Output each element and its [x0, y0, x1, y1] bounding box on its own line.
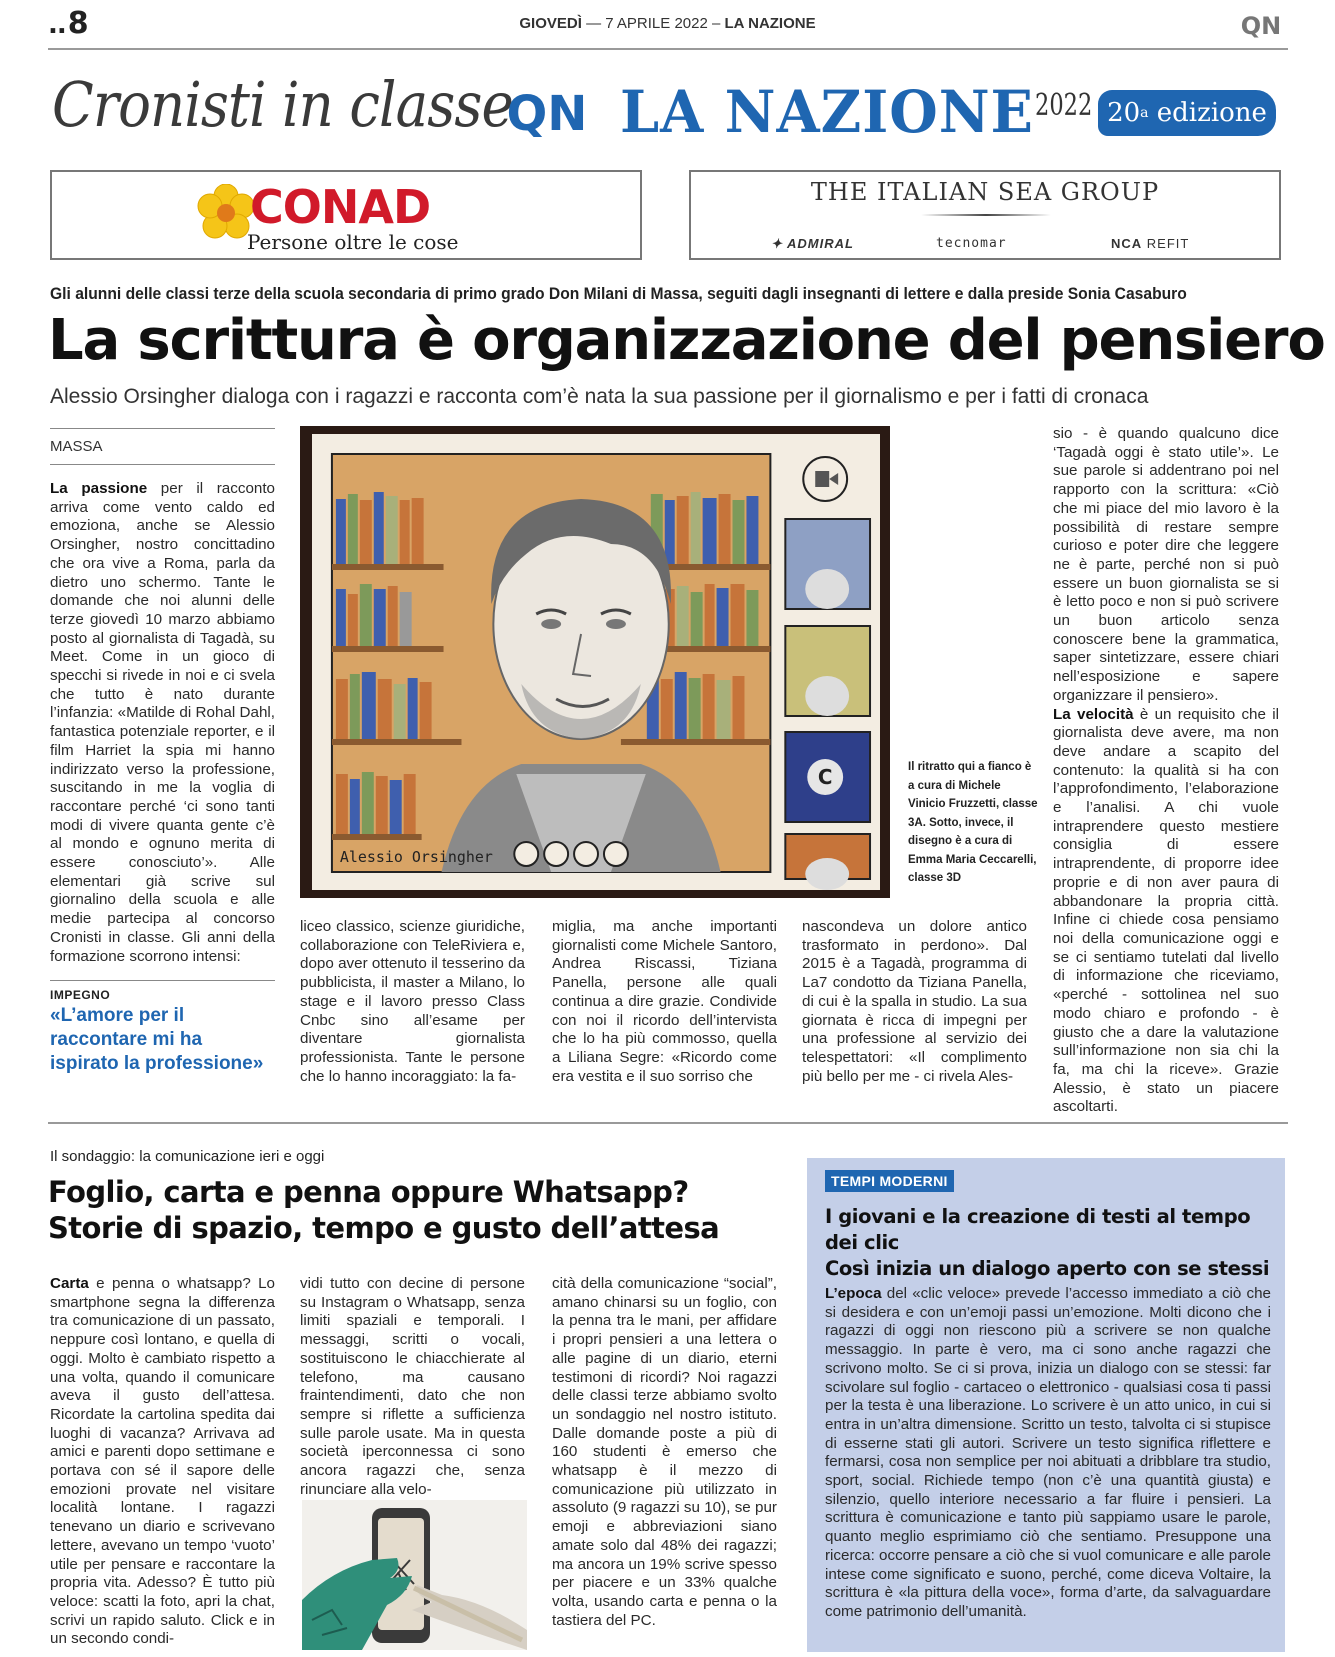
qn-logo-text: QN	[506, 86, 588, 140]
article-column-5	[1053, 425, 1279, 1117]
masthead-year: 2022	[1035, 88, 1093, 123]
brand-nca-refit	[1111, 236, 1189, 251]
participant-tile-letter: C	[817, 764, 833, 790]
dateline-separator: —	[586, 15, 602, 32]
article-headline: La scrittura è organizzazione del pensiero	[48, 308, 1325, 373]
qn-logo-small-icon	[1235, 12, 1287, 38]
survey-headline-line-2: Storie di spazio, tempo e gusto dell’attesa	[48, 1211, 720, 1245]
edition-word: edizione	[1156, 98, 1267, 128]
survey-headline-line-1: Foglio, carta e penna oppure Whatsapp?	[48, 1175, 689, 1209]
survey-kicker: Il sondaggio: la comunicazione ieri e oggi	[50, 1148, 325, 1165]
masthead-paper-name: LA NAZIONE	[620, 78, 1034, 146]
box-body	[825, 1285, 1271, 1622]
dateline-rule-top	[50, 428, 275, 429]
pullquote-rule	[50, 980, 275, 981]
survey-column-3: cità della comunicazione “social”, amano chinarsi su un foglio, con la penna tra le mani, per affidare i propri pensieri a una lettera o alle pagine di un diario, eterni testimoni di ricordi? Noi ragazzi delle classi terze abbiamo svolto un sondaggio nel nostro istituto. Dalle domande poste a più di 160 studenti è emerso che whatsapp è il mezzo di comunicazione più utilizzato in assoluto (9 ragazzi su 10), se pur emoji e abbreviazioni siano amate solo dal 48% dei ragazzi; ma ancora un 19% scrive spesso per piacere e un 33% qualche volta, usando carta e penna o la tastiera del PC.	[552, 1275, 777, 1629]
survey-headline	[48, 1174, 719, 1246]
survey-column-1-lead: Carta	[50, 1275, 89, 1292]
drawing-signature: Alessio Orsingher	[339, 847, 493, 867]
dateline-dash: –	[711, 15, 721, 32]
qn-logo-icon	[493, 86, 601, 140]
article-dateline: MASSA	[50, 438, 103, 455]
pullquote: «L’amore per il raccontare mi ha ispirato la professione»	[50, 1005, 264, 1074]
column-1-text: per il racconto arriva come vento caldo ed emoziona, anche se Alessio Orsingher, nostro concittadino che ora vive a Roma, parla da dietro uno schermo. Tante le domande che noi alunni delle terze giovedì 10 marzo abbiamo posto al giornalista di Tagadà, su Meet. Come in un gioco di specchi si rivede in noi e ci svela che tutto è nato durante l’infanzia: «Matilde di Rohal Dahl, fantastica potenziale reporter, e il film Harriet la spia mi hanno indirizzato verso la professione, suscitando in me la voglia di raccontare perché ‘ci sono tanti modi di vivere quanta gente c’è al mondo e ognuno merita di essere conosciuto’». Alle elementari già scrive sul giornalino della scuola e alle medie partecipa al concorso Cronisti in classe. Gli anni della formazione scorrono intensi:	[50, 480, 276, 965]
pullquote-label: IMPEGNO	[50, 988, 111, 1002]
dateline-paper: LA NAZIONE	[724, 15, 816, 32]
edition-ordinal: a	[1140, 105, 1149, 121]
column-5-lead: La velocità	[1053, 705, 1134, 723]
admiral-star-icon: ✦	[771, 236, 788, 251]
qn-logo-small-text: QN	[1240, 12, 1282, 38]
box-badge: TEMPI MODERNI	[825, 1170, 954, 1192]
video-camera-glyph	[815, 471, 829, 487]
camera-control-icon	[514, 842, 538, 866]
brand-refit-label: REFIT	[1146, 236, 1190, 251]
article-kicker: Gli alunni delle classi terze della scuola secondaria di primo grado Don Milani di Massa, seguiti dagli insegnanti di lettere e dalla preside Sonia Casaburo	[50, 284, 1187, 303]
edition-badge	[1098, 90, 1276, 136]
figure-caption: Il ritratto qui a fianco è a cura di Michele Vinicio Fruzzetti, classe 3A. Sotto, invece, il disegno è a cura di Emma Maria Ceccarelli, classe 3D	[908, 761, 1038, 884]
brand-tecnomar: tecnomar	[936, 236, 1007, 251]
sponsor-conad	[50, 170, 642, 260]
column-5-text-b: è un requisito che il giornalista deve avere, ma non deve andare a scapito del contenuto: la qualità si ha con l’approfondimento, l’elaborazione e l’analisi. A chi vuole intraprendere questo mestiere consiglia di essere intraprendente, di proporre idee proprie e di non aver paura di abbandonare la propria città. Infine ci chiede cosa pensiamo noi della comunicazione oggi e se ci sentiamo tutelati dal livello di informazione che riceviamo, «perché - sottolinea nel suo modo chiaro e profondo - è giusto che a dare la valutazione sull’informazione non sia chi la fa, ma chi la riceve». Grazie Alessio, è stato un piacere ascoltarti.	[1053, 705, 1279, 1116]
section-divider	[48, 1122, 1288, 1124]
article-subhead: Alessio Orsingher dialoga con i ragazzi e racconta com’è nata la sua passione per il giornalismo e per i fatti di cronaca	[50, 385, 1149, 408]
page-dateline	[0, 15, 1335, 32]
sponsor-italian-sea-group	[689, 170, 1281, 260]
hangup-control-icon	[574, 842, 598, 866]
header-rule	[48, 48, 1288, 50]
page-number-value: 8	[67, 6, 88, 41]
sea-group-name: THE ITALIAN SEA GROUP	[810, 178, 1160, 206]
column-1-lead: La passione	[50, 480, 148, 497]
masthead-title: Cronisti in classe	[52, 68, 513, 141]
article-column-1	[50, 480, 275, 966]
article-column-2: liceo classico, scienze giuridiche, collaborazione con TeleRiviera e, dopo aver ottenuto il tesserino da pubblicista, il master a Milano, lo stage e il lavoro presso Class Cnbc sino all’esame per diventare giornalista professionista. Tante le persone che lo hanno incoraggiato: la fa-	[300, 918, 525, 1085]
brand-admiral-label: ADMIRAL	[787, 236, 854, 251]
article-column-4: nascondeva un dolore antico trasformato in perdono». Dal 2015 è a Tagadà, programma di La7 condotto da Tiziana Panella, di cui è la spalla in studio. La sua giornata è ricca di impegni per una professione al servizio dei telespettatori: «Il complimento più bello per me - ci rivela Ales-	[802, 918, 1027, 1085]
conad-tagline: Persone oltre le cose	[247, 230, 459, 254]
survey-column-1-text: e penna o whatsapp? Lo smartphone segna la differenza tra comunicazione di un passato, neppure così lontano, e quella di oggi. Molto è cambiato rispetto a una volta, quando il comunicare aveva il gusto dell’attesa. Ricordate la cartolina spedita dai luoghi di vacanza? Arrivava ad amici e parenti dopo settimane e portava con sé il sapore delle emozioni provate nel visitare località lontane. I ragazzi tenevano un diario e scrivevano lettere, avevano un tempo ‘vuoto’ utile per pensare e raccontare la propria vita. Adesso? È tutto più veloce: scatti la foto, apri la chat, scrivi un rapido saluto. Click e in un secondo condi-	[50, 1275, 275, 1648]
box-headline	[825, 1204, 1275, 1282]
brand-admiral	[771, 236, 854, 252]
box-body-lead: L’epoca	[825, 1285, 882, 1302]
phone-hands-illustration	[302, 1500, 527, 1650]
dateline-date: 7 APRILE 2022	[605, 15, 708, 32]
survey-column-1	[50, 1275, 275, 1649]
more-control-icon	[604, 842, 628, 866]
portrait-illustration	[312, 434, 880, 890]
page-number-prefix: ..	[48, 10, 66, 40]
microphone-control-icon	[544, 842, 568, 866]
article-column-3: miglia, ma anche importanti giornalisti come Michele Santoro, Andrea Riscassi, Tiziana Panella, persone alle quali continua a dire grazie. Condivide con noi il ricordo dell’intervista che lo ha più commosso, quella a Liliana Segre: «Ricordo come era vestita e il suo sorriso che	[552, 918, 777, 1085]
portrait-drawing	[300, 426, 890, 898]
dateline-day: GIOVEDÌ	[519, 15, 582, 32]
box-headline-line-1: I giovani e la creazione di testi al tempo dei clic	[825, 1205, 1251, 1254]
survey-column-2: vidi tutto con decine di persone su Instagram o Whatsapp, senza limiti spaziali e temporali. I messaggi, scritti o vocali, sostituiscono le chiacchierate al telefono, ma causano fraintendimenti, dato che non sempre si riflette a sufficienza sulle parole usate. Ma in questa società iperconnessa ci sono ancora ragazzi che, senza rinunciare alla velo-	[300, 1275, 525, 1498]
box-body-text: del «clic veloce» prevede l’accesso immediato a ciò che si desidera e con un’emoji passi un’emozione. Molti dicono che i ragazzi di oggi non riescono più a scrivere se non qualche messaggio. In parte è vero, ma ci sono anche ragazzi che scrivono molto. Se ci si prova, inizia un dialogo con se stessi: far scivolare sul foglio - cartaceo o elettronico - qualsiasi cosa ti passi per la testa è una liberazione. Lo scrivere è un atto unico, in cui si entra in un’altra dimensione. Scritto un testo, talvolta ci si stupisce di esserne stati gli autori. Scrivere un testo significa riflettere e fermarsi, cosa non semplice per noi abituati a dribblare tra studio, sport, social. Richiede tempo (non c’è una quantità giusta) e silenzio, quello interiore necessario a far fluire i pensieri. La scrittura è comunicazione e tanto più sappiamo usare le parole, quanto meglio esprimiamo ciò che sentiamo. Presuppone una ricerca: occorre pensare a ciò che si vuol comunicare e alle parole intese come significato e suono, perché, come diceva Voltaire, la scrittura è «la pittura della voce», forma d’arte, da salvaguardare come patrimonio dell’umanità.	[825, 1285, 1271, 1620]
box-headline-line-2: Così inizia un dialogo aperto con se stessi	[825, 1257, 1270, 1280]
brand-nca-label: NCA	[1111, 236, 1143, 251]
dateline-rule-bottom	[50, 464, 275, 465]
sea-group-divider	[921, 214, 1051, 216]
column-5-text-a: sio - è quando qualcuno dice ‘Tagadà oggi è stato utile’». Le sue parole si addentrano poi nel rapporto con la scrittura: «Ciò che mi piace del mio lavoro è la possibilità di restare sempre curioso e poter dire che leggere ne è parte, perché non si può essere un buon giornalista se si è letto poco e non si può scrivere un buon articolo senza conoscere bene la grammatica, saper sintetizzare, essere chiari nell’esposizione e sapere organizzare il pensiero».	[1053, 425, 1279, 704]
edition-number: 20	[1107, 98, 1141, 128]
conad-name: CONAD	[250, 180, 431, 234]
